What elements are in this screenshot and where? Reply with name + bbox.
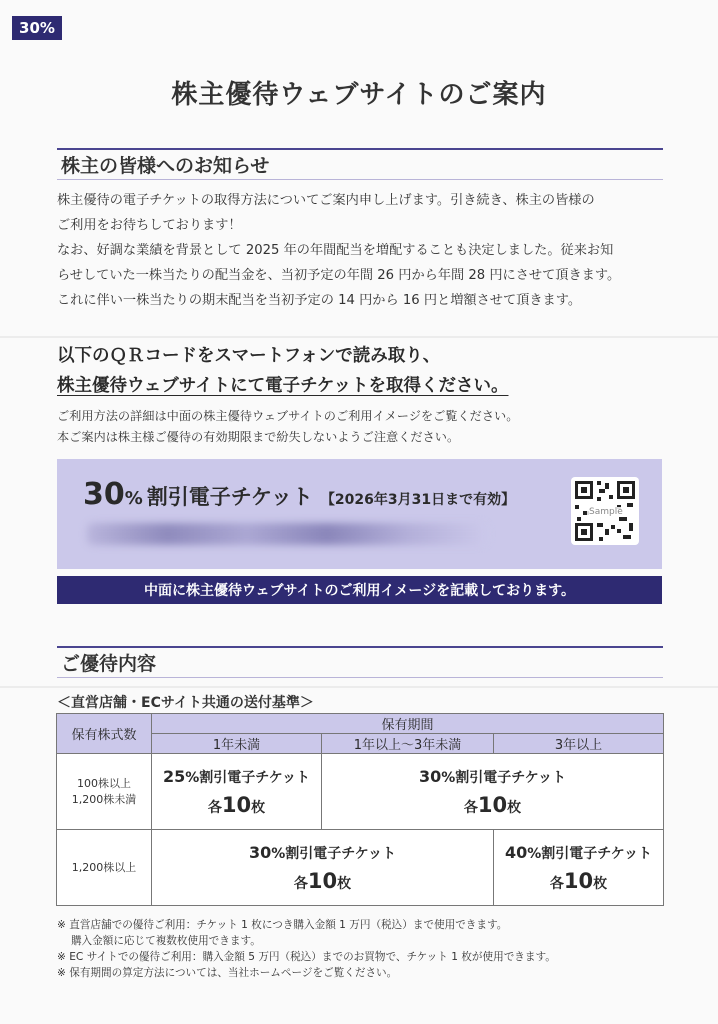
footnote: 購入金額に応じて複数枚使用できます。: [57, 935, 261, 947]
ticket-title: [83, 477, 515, 512]
qr-heading-line-underlined: 株主優待ウェブサイトにて電子チケットを取得ください。: [57, 376, 509, 396]
ticket-panel: [57, 459, 662, 569]
page-title: 株主優待ウェブサイトのご案内: [171, 80, 547, 110]
qr-info-line: ご利用方法の詳細は中面の株主優待ウェブサイトのご利用イメージをご覧ください。: [57, 409, 519, 423]
footnotes: [57, 917, 556, 981]
notice-line: 株主優待の電子チケットの取得方法についてご案内申し上げます。引き続き、株主の皆様の: [57, 193, 595, 208]
qr-info: [57, 406, 518, 448]
perk-cell: 30%割引電子チケット 各10枚: [152, 830, 494, 906]
section-heading-notice: 株主の皆様へのお知らせ: [57, 148, 663, 180]
inside-page-notice-bar: 中面に株主優待ウェブサイトのご利用イメージを記載しております。: [57, 576, 662, 604]
ticket-name: 割引電子チケット: [146, 485, 313, 509]
perk-cell: 30%割引電子チケット 各10枚: [322, 754, 664, 830]
discount-badge: 30%: [12, 16, 62, 40]
qr-sample-label: Sample: [589, 507, 623, 517]
header-holding-period: 保有期間: [152, 714, 664, 734]
fold-line: [0, 336, 718, 338]
notice-line: ご利用をお待ちしております！: [57, 218, 242, 233]
header-shares: 保有株式数: [57, 714, 152, 754]
perk-cell: 25%割引電子チケット 各10枚: [152, 754, 322, 830]
header-period-3y-plus: 3年以上: [494, 734, 664, 754]
redacted-code: [87, 523, 487, 545]
notice-line: らせしていた一株当たりの配当金を、当初予定の年間 26 円から年間 28 円にさせて頂きます。: [57, 268, 621, 283]
qr-heading-line: 以下のＱＲコードをスマートフォンで読み取り、: [57, 346, 441, 366]
ticket-validity: 【2026年3月31日まで有効】: [320, 492, 516, 508]
section-heading-perks: ご優待内容: [57, 646, 663, 678]
notice-paragraph: [57, 188, 672, 313]
ticket-percent: 30%: [83, 477, 143, 512]
footnote: ※ EC サイトでの優待ご利用：購入金額 5 万円（税込）までのお買物で、チケット 1 枚が使用できます。: [57, 951, 556, 963]
header-period-1-3y: 1年以上～3年未満: [322, 734, 494, 754]
qr-info-line: 本ご案内は株主様ご優待の有効期限まで紛失しないようご注意ください。: [57, 430, 460, 444]
footnote: ※ 直営店舗での優待ご利用：チケット 1 枚につき購入金額 1 万円（税込）まで使用できます。: [57, 919, 508, 931]
qr-code-icon[interactable]: [571, 477, 639, 545]
notice-line: これに伴い一株当たりの期末配当を当初予定の 14 円から 16 円と増額させて頂きます。: [57, 293, 582, 308]
footnote: ※ 保有期間の算定方法については、当社ホームページをご覧ください。: [57, 967, 398, 979]
perk-cell: 40%割引電子チケット 各10枚: [494, 830, 664, 906]
fold-line: [0, 686, 718, 688]
notice-line: なお、好調な業績を背景として 2025 年の年間配当を増配することも決定しました。従来お知: [57, 243, 614, 258]
row-header-shares: 100株以上 1,200株未満: [57, 754, 152, 830]
header-period-under-1y: 1年未満: [152, 734, 322, 754]
shipping-criteria-label: ＜直営店舗・ECサイト共通の送付基準＞: [57, 695, 314, 711]
row-header-shares: 1,200株以上: [57, 830, 152, 906]
qr-instruction-heading: [57, 341, 509, 401]
perks-table: [56, 713, 664, 906]
